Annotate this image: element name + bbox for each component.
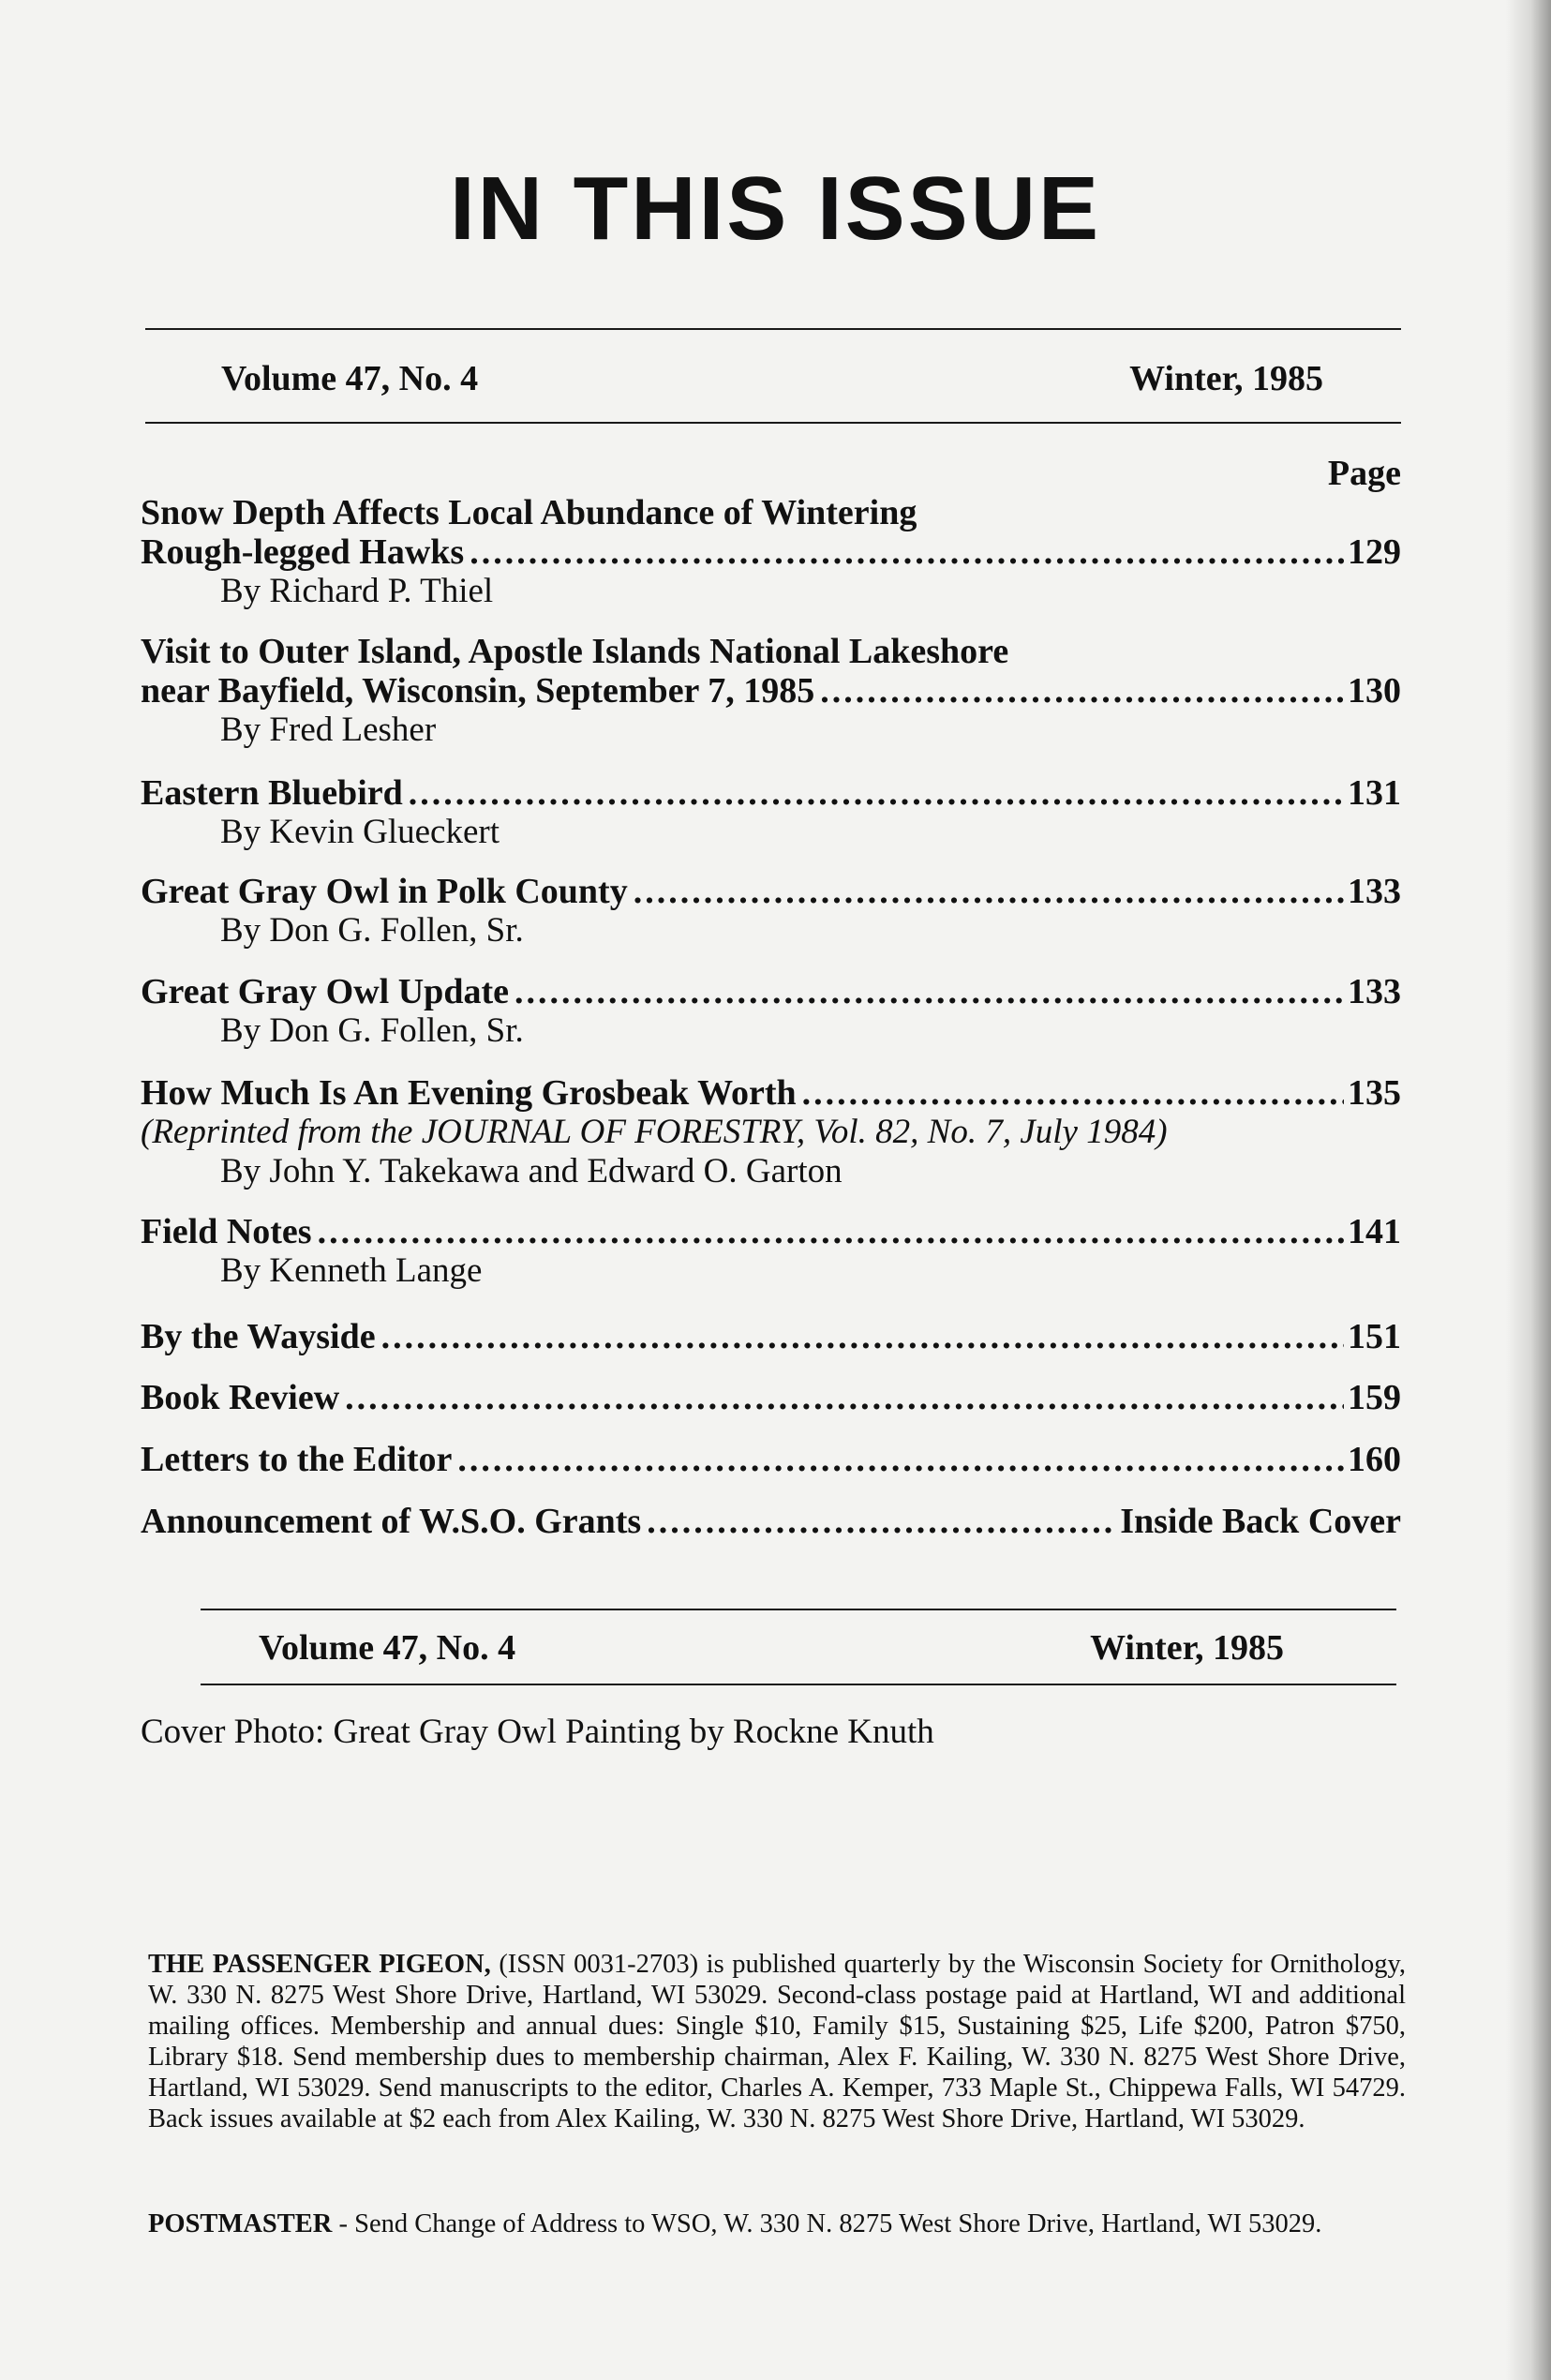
toc-title: Great Gray Owl in Polk County (141, 872, 628, 911)
toc-page-number: 129 (1348, 532, 1401, 572)
leader-dots (457, 1440, 1344, 1479)
footer-season-label: Winter, 1985 (1090, 1628, 1284, 1668)
toc-leader-line (141, 1317, 1401, 1356)
toc-reprint-note: (Reprinted from the JOURNAL OF FORESTRY, Vol. 82, No. 7, July 1984) (141, 1113, 1168, 1151)
toc-entry[interactable] (141, 1317, 1401, 1356)
publication-name: THE PASSENGER PIGEON, (148, 1950, 491, 1979)
toc-page-number: 159 (1348, 1378, 1401, 1417)
toc-title: near Bayfield, Wisconsin, September 7, 1985 (141, 671, 815, 711)
leader-dots (515, 972, 1344, 1011)
toc-title-line: Snow Depth Affects Local Abundance of Wintering (141, 493, 917, 532)
toc-entry[interactable] (141, 1073, 1401, 1191)
page-column-label: Page (1327, 454, 1401, 493)
toc-page-number: 133 (1348, 872, 1401, 911)
toc-author: By Fred Lesher (220, 711, 437, 749)
postmaster-label: POSTMASTER (148, 2209, 333, 2238)
toc-page-number: 141 (1348, 1212, 1401, 1251)
footer-volume-label: Volume 47, No. 4 (259, 1628, 516, 1668)
toc-title: Book Review (141, 1378, 340, 1417)
leader-dots (647, 1502, 1116, 1541)
toc-author: By Don G. Follen, Sr. (220, 911, 524, 950)
top-rule-2 (145, 422, 1401, 424)
leader-dots (820, 671, 1344, 711)
postmaster-notice (148, 2208, 1406, 2239)
toc-page-number: 135 (1348, 1073, 1401, 1113)
toc-entry[interactable] (141, 972, 1401, 1051)
toc-page-number: 133 (1348, 972, 1401, 1011)
postmaster-text: - Send Change of Address to WSO, W. 330 N. 8275 West Shore Drive, Hartland, WI 53029. (338, 2209, 1322, 2238)
leader-dots (409, 773, 1344, 813)
toc-entry[interactable] (141, 1378, 1401, 1417)
toc-author: By Kenneth Lange (220, 1251, 483, 1290)
toc-page-number: 130 (1348, 671, 1401, 711)
toc-leader-line (141, 1440, 1401, 1479)
toc-entry[interactable] (141, 773, 1401, 852)
toc-title: Field Notes (141, 1212, 312, 1251)
toc-title: Eastern Bluebird (141, 773, 403, 813)
leader-dots (381, 1317, 1344, 1356)
top-rule-1 (145, 328, 1401, 330)
toc-page-number: Inside Back Cover (1120, 1502, 1401, 1541)
toc-leader-line (141, 872, 1401, 911)
toc-author: By John Y. Takekawa and Edward O. Garton (220, 1152, 843, 1190)
leader-dots (345, 1378, 1344, 1417)
toc-entry[interactable] (141, 1212, 1401, 1291)
toc-author: By Richard P. Thiel (220, 572, 494, 610)
cover-photo-credit: Cover Photo: Great Gray Owl Painting by Rockne Knuth (141, 1713, 934, 1751)
bottom-rule-2 (201, 1684, 1396, 1685)
toc-author: By Kevin Glueckert (220, 813, 500, 851)
toc-title: Letters to the Editor (141, 1440, 453, 1479)
toc-page-number: 131 (1348, 773, 1401, 813)
toc-title: How Much Is An Evening Grosbeak Worth (141, 1073, 797, 1113)
toc-leader-line (141, 972, 1401, 1011)
bottom-rule-1 (201, 1609, 1396, 1610)
toc-title: By the Wayside (141, 1317, 376, 1356)
publication-info (148, 1949, 1406, 2134)
toc-leader-line (141, 1073, 1401, 1113)
toc-page-number: 151 (1348, 1317, 1401, 1356)
toc-title-line: Visit to Outer Island, Apostle Islands National Lakeshore (141, 632, 1009, 671)
toc-title: Rough-legged Hawks (141, 532, 465, 572)
page-edge-shadow (1506, 0, 1551, 2380)
volume-label: Volume 47, No. 4 (221, 359, 479, 398)
toc-title: Great Gray Owl Update (141, 972, 509, 1011)
toc-leader-line (141, 773, 1401, 813)
toc-page-number: 160 (1348, 1440, 1401, 1479)
toc-entry[interactable] (141, 872, 1401, 951)
toc-title: Announcement of W.S.O. Grants (141, 1502, 642, 1541)
leader-dots (470, 532, 1344, 572)
toc-author: By Don G. Follen, Sr. (220, 1011, 524, 1050)
toc-entry[interactable] (141, 1440, 1401, 1479)
toc-entry[interactable] (141, 1502, 1401, 1541)
toc-leader-line (141, 1378, 1401, 1417)
toc-leader-line (141, 671, 1401, 711)
leader-dots (634, 872, 1344, 911)
toc-leader-line (141, 532, 1401, 572)
leader-dots (802, 1073, 1344, 1113)
toc-entry[interactable] (141, 632, 1401, 750)
toc-entry[interactable] (141, 493, 1401, 611)
page-title: IN THIS ISSUE (449, 158, 1102, 259)
leader-dots (318, 1212, 1344, 1251)
season-label: Winter, 1985 (1129, 359, 1323, 398)
publication-details: (ISSN 0031-2703) is published quarterly by the Wisconsin Society for Ornithology, W. 330 N. 8275 West Shore Drive, Hartland, WI 53029. Second-class postage paid at Hartland, WI and additional mailing offices. Membership and annual dues: Single $10, Family $15, Sustaining $25, Life $200, Patron $750, Library $18. Send membership dues to membership chairman, Alex F. Kailing, W. 330 N. 8275 West Shore Drive, Hartland, WI 53029. Send manuscripts to the editor, Charles A. Kemper, 733 Maple St., Chippewa Falls, WI 54729. Back issues available at $2 each from Alex Kailing, W. 330 N. 8275 West Shore Drive, Hartland, WI 53029. (148, 1950, 1407, 2133)
toc-leader-line (141, 1212, 1401, 1251)
toc-leader-line (141, 1502, 1401, 1541)
